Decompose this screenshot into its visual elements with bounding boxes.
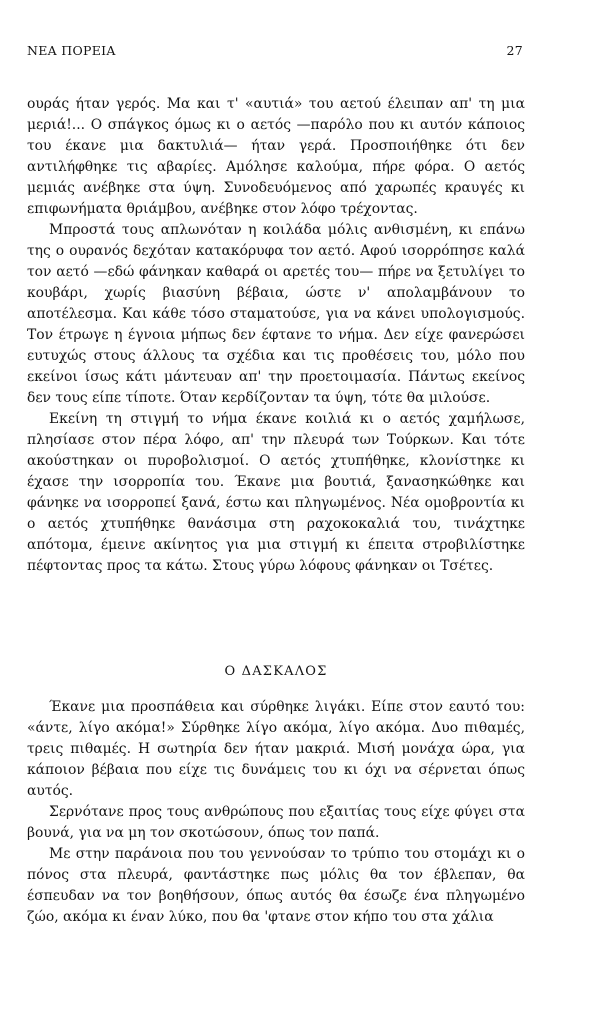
page-number: 27	[506, 43, 523, 58]
paragraph: Σερνότανε προς τους ανθρώπους που εξαιτίας τους είχε φύγει στα βουνά, για να μη τον σκοτώσουν, όπως τον παπά.	[27, 804, 525, 841]
paragraph: ουράς ήταν γερός. Μα και τ' «αυτιά» του αετού έλειπαν απ' τη μια μεριά!... Ο σπάγκος όμως κι ο αετός —παρόλο που κι αυτόν κάποιος του έκανε μια δακτυλιά— ήταν γερά. Προσποιήθηκε ότι δεν αντιλήφθηκε τις αβαρίες. Αμόλησε καλούμα, πήρε φόρα. Ο αετός μεμιάς ανέβηκε στα ύψη. Συνοδευόμενος από χαρωπές κραυγές κι επιφωνήματα θριάμβου, ανέβηκε στον λόφο τρέχοντας.	[27, 96, 525, 217]
paragraph: Εκείνη τη στιγμή το νήμα έκανε κοιλιά κι ο αετός χαμήλωσε, πλησίασε στον πέρα λόφο, απ' την πλευρά των Τούρκων. Και τότε ακούστηκαν οι πυροβολισμοί. Ο αετός χτυπήθηκε, κλονίστηκε κι έχασε την ισορροπία του. Έκανε μια βουτιά, ξανασηκώθηκε και φάνηκε να ισορροπεί ξανά, έστω και πληγωμένος. Νέα ομοβροντία κι ο αετός χτυπήθηκε θανάσιμα στη ραχοκοκαλιά του, τινάχτηκε απότομα, έμεινε ακίνητος για μια στιγμή κι έπειτα στροβιλίστηκε πέφτοντας προς τα κάτω. Στους γύρω λόφους φάνηκαν οι Τσέτες.	[27, 411, 525, 574]
section-heading: Ο ΔΑΣΚΑΛΟΣ	[224, 664, 328, 679]
paragraph: Έκανε μια προσπάθεια και σύρθηκε λιγάκι. Είπε στον εαυτό του: «άντε, λίγο ακόμα!» Σύρθηκε λίγο ακόμα, λίγο ακόμα. Δυο πιθαμές, τρεις πιθαμές. Η σωτηρία δεν ήταν μακριά. Μισή μονάχα ώρα, για κάποιον βέβαια που είχε τις δυνάμεις του κι όχι να σέρνεται όπως αυτός.	[27, 699, 525, 799]
running-title: ΝΕΑ ΠΟΡΕΙΑ	[27, 43, 116, 58]
next-story-text	[27, 697, 525, 928]
paragraph: Μπροστά τους απλωνόταν η κοιλάδα μόλις ανθισμένη, κι επάνω της ο ουρανός δεχόταν κατακόρυφα τον αετό. Αφού ισορρόπησε καλά τον αετό —εδώ φάνηκαν καθαρά οι αρετές του— πήρε να ξετυλίγει το κουβάρι, χωρίς βιασύνη βέβαια, ώστε ν' απολαμβάνουν το αποτέλεσμα. Και κάθε τόσο σταματούσε, για να κάνει υπολογισμούς. Τον έτρωγε η έγνοια μήπως δεν έφτανε το νήμα. Δεν είχε φανερώσει ευτυχώς στους άλλους τα σχέδια και τις προθέσεις του, μόλο που εκείνοι ίσως κάτι μάντευαν απ' την προετοιμασία. Πάντως εκείνος δεν τους είπε τίποτε. Όταν κερδίζονταν τα ύψη, τότε θα μιλούσε.	[27, 222, 525, 406]
running-header	[27, 43, 523, 58]
paragraph: Με στην παράνοια που του γεννούσαν το τρύπιο του στομάχι κι ο πόνος στα πλευρά, φαντάστηκε πως μόλις θα τον έβλεπαν, θα έσπευδαν να τον βοηθήσουν, όπως αυτός θα έσωζε ένα πληγωμένο ζώο, ακόμα κι έναν λύκο, που θα 'φτανε στον κήπο του στα χάλια	[27, 846, 525, 925]
story-continued-text	[27, 94, 525, 577]
